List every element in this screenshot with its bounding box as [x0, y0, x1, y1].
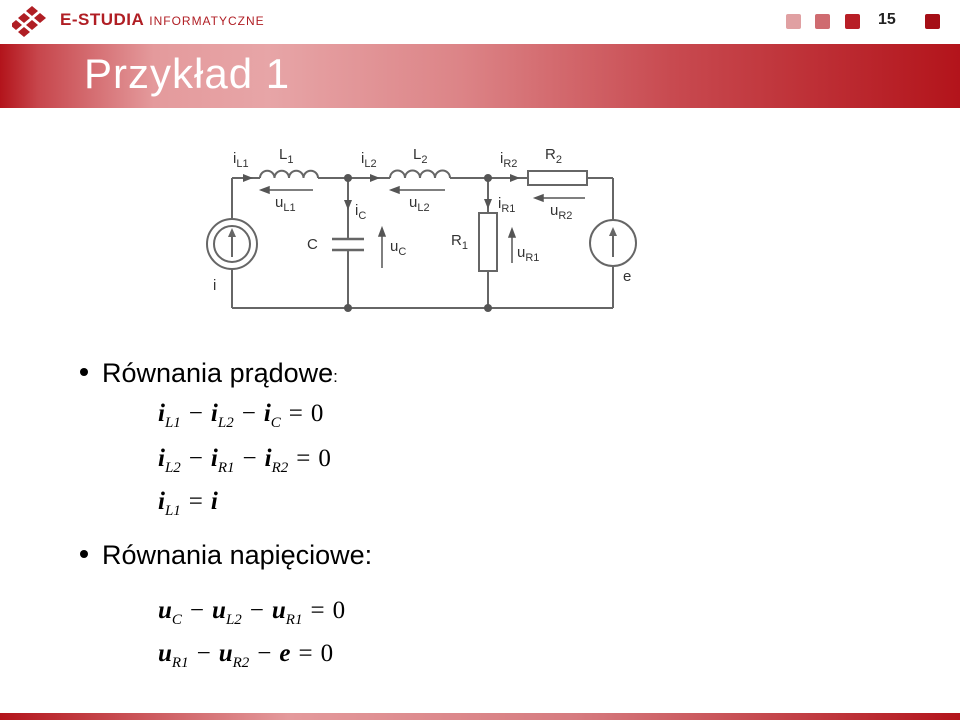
nav-square-1[interactable] [786, 14, 801, 29]
slide-title: Przykład 1 [84, 50, 291, 97]
label-uc: $u_C$ [390, 238, 407, 258]
equation-1: $i_{L1} - i_{L2} - i_C = 0$ [158, 400, 324, 431]
bullet-icon [80, 550, 88, 558]
slide-header [0, 0, 960, 44]
logo-subtitle: INFORMATYCZNE [149, 14, 265, 28]
label-ir1: $i_{R1}$ [498, 195, 516, 215]
equation-3: $i_{L1} = i$ [158, 488, 218, 519]
equation-5: $u_{R1} - u_{R2} - e = 0$ [158, 640, 334, 671]
label-c: C [307, 236, 318, 253]
label-ul1: $u_{L1}$ [275, 194, 296, 214]
current-equations-colon: : [333, 367, 338, 386]
inductor-l2 [390, 171, 450, 179]
junction-dots [344, 174, 492, 312]
nav-square-2[interactable] [815, 14, 830, 29]
label-l2: $L_2$ [413, 146, 428, 166]
label-ir2: $i_{R2}$ [500, 150, 518, 170]
equation-2: $i_{L2} - i_{R1} - i_{R2} = 0$ [158, 445, 331, 476]
page-number: 15 [878, 11, 896, 28]
label-il1: $i_{L1}$ [233, 150, 249, 170]
nav-square-3[interactable] [845, 14, 860, 29]
label-i-source: i [213, 277, 217, 294]
voltage-source-e [590, 220, 636, 266]
label-ul2: $u_{L2}$ [409, 194, 430, 214]
label-il2: $i_{L2}$ [361, 150, 377, 170]
label-e-source: e [623, 268, 632, 285]
label-ur2: $u_{R2}$ [550, 202, 573, 222]
equation-4: $u_C - u_{L2} - u_{R1} = 0$ [158, 597, 346, 628]
label-ic: $i_C$ [355, 202, 367, 222]
label-ur1: $u_{R1}$ [517, 244, 540, 264]
circuit-diagram [195, 135, 655, 320]
current-equations-title: Równania prądowe [102, 358, 334, 388]
capacitor-c [332, 239, 364, 250]
bullet-icon [80, 368, 88, 376]
resistor-r1 [479, 213, 497, 271]
logo-icon [12, 4, 52, 38]
label-l1: $L_1$ [279, 146, 294, 166]
bullet-current-equations [80, 358, 338, 389]
footer-bar [0, 713, 960, 720]
logo-brand: E-STUDIA [60, 10, 145, 29]
current-source-i [207, 219, 257, 269]
resistor-r2 [528, 171, 587, 185]
voltage-equations-title: Równania napięciowe: [102, 540, 373, 570]
bullet-voltage-equations [80, 540, 372, 571]
nav-square-4[interactable] [925, 14, 940, 29]
label-r1: $R_1$ [451, 232, 468, 252]
inductor-l1 [260, 171, 318, 178]
label-r2: $R_2$ [545, 146, 562, 166]
logo-text [60, 10, 265, 30]
